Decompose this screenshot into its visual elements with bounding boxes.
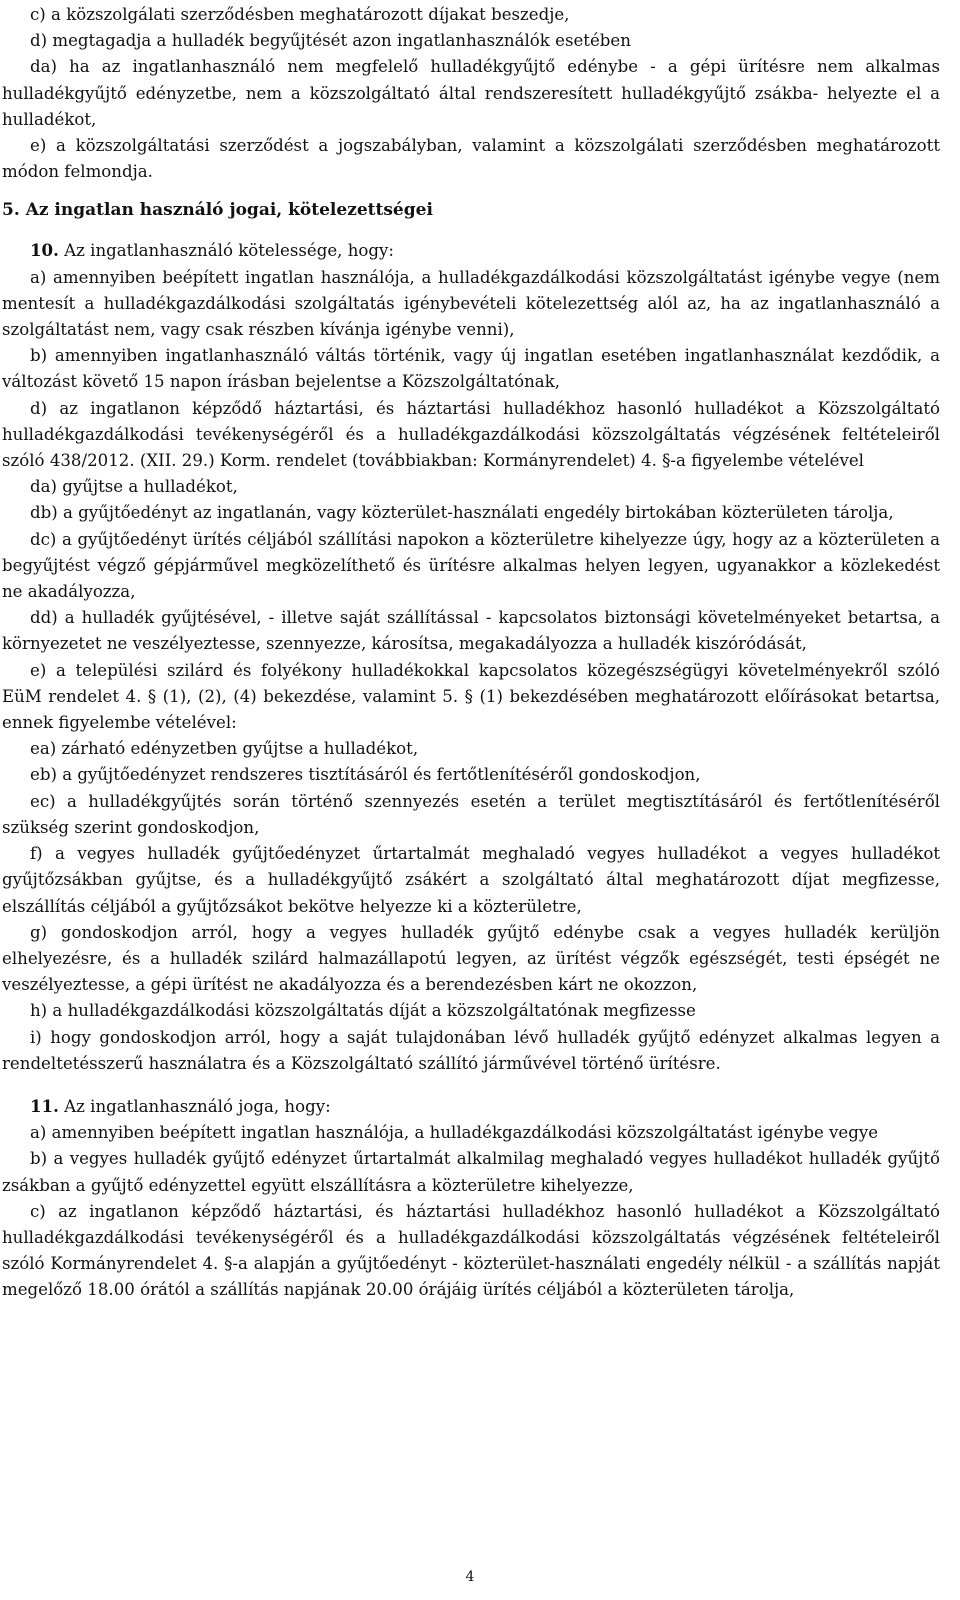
- paragraph-d: d) megtagadja a hulladék begyűjtését azon ingatlanhasználók esetében: [30, 31, 631, 51]
- item-10-point: h) a hulladékgazdálkodási közszolgáltatás díját a közszolgáltatónak megfizesse: [30, 1001, 696, 1021]
- item-11-point: b) a vegyes hulladék gyűjtő edényzet űrtartalmát alkalmilag meghaladó vegyes hulladékot hulladék gyűjtő zsákban a gyűjtő edényzettel együtt elszállításra a közterületre kihelyezze,: [2, 1149, 940, 1195]
- item-10-point: d) az ingatlanon képződő háztartási, és háztartási hulladékhoz hasonló hulladékot a Közszolgáltató hulladékgazdálkodási tevékenységéről és a hulladékgazdálkodási közszolgáltatás végzésének feltételeiről szóló 438/2012. (XII. 29.) Korm. rendelet (továbbiakban: Kormányrendelet) 4. §-a figyelembe vételével: [2, 398, 940, 471]
- item-10-point: b) amennyiben ingatlanhasználó váltás történik, vagy új ingatlan esetében ingatlanhasználat kezdődik, a változást követő 15 napon írásban bejelentse a Közszolgáltatónak,: [2, 346, 940, 392]
- item-intro-text: Az ingatlanhasználó kötelessége, hogy:: [58, 241, 394, 261]
- item-11-intro: [2, 1093, 940, 1120]
- item-10-point: a) amennyiben beépített ingatlan használója, a hulladékgazdálkodási közszolgáltatást igénybe vegye (nem mentesít a hulladékgazdálkodási szolgáltatás igénybevételi kötelezettség alól az, ha az ingatlanhasználó a szolgáltatást nem, vagy csak részben kívánja igénybe venni),: [2, 267, 940, 340]
- section-heading: 5. Az ingatlan használó jogai, kötelezettségei: [2, 200, 433, 221]
- item-10-point: ea) zárható edényzetben gyűjtse a hulladékot,: [30, 739, 419, 759]
- item-10-point: i) hogy gondoskodjon arról, hogy a saját tulajdonában lévő hulladék gyűjtő edényzet alkalmas legyen a rendeltetésszerű használatra és a Közszolgáltató szállító járművével történő ürítésre.: [2, 1027, 940, 1073]
- item-10-point: dc) a gyűjtőedényt ürítés céljából szállítási napokon a közterületre kihelyezze úgy, hogy az a közterületen a begyűjtést végző gépjárművel megközelíthető és ürítésre alkalmas helyen legyen, ugyanakkor a közlekedést ne akadályozza,: [2, 529, 940, 602]
- item-10-intro: [2, 237, 940, 264]
- item-10-point: eb) a gyűjtőedényzet rendszeres tisztításáról és fertőtlenítéséről gondoskodjon,: [30, 765, 701, 785]
- paragraph-e: e) a közszolgáltatási szerződést a jogszabályban, valamint a közszolgálati szerződésben meghatározott módon felmondja.: [2, 136, 940, 182]
- paragraph-c: c) a közszolgálati szerződésben meghatározott díjakat beszedje,: [30, 5, 570, 24]
- item-11-point: c) az ingatlanon képződő háztartási, és háztartási hulladékhoz hasonló hulladékot a Közszolgáltató hulladékgazdálkodási tevékenységéről és a hulladékgazdálkodási közszolgáltatás végzésének feltételeiről szóló Kormányrendelet 4. §-a alapján a gyűjtőedényt - közterület-használati engedély nélkül - a szállítás napját megelőző 18.00 órától a szállítás napjának 20.00 órájáig ürítés céljából a közterületen tárolja,: [2, 1201, 940, 1300]
- item-10-point: dd) a hulladék gyűjtésével, - illetve saját szállítással - kapcsolatos biztonsági követelményeket betartsa, a környezetet ne veszélyeztesse, szennyezze, károsítsa, megakadályozza a hulladék kiszóródását,: [2, 608, 940, 654]
- item-10-point: e) a települési szilárd és folyékony hulladékokkal kapcsolatos közegészségügyi követelményekről szóló EüM rendelet 4. § (1), (2), (4) bekezdése, valamint 5. § (1) bekezdésében meghatározott előírásokat betartsa, ennek figyelembe vételével:: [2, 660, 940, 733]
- item-10-point: db) a gyűjtőedényt az ingatlanán, vagy közterület-használati engedély birtokában közterületen tárolja,: [30, 503, 894, 523]
- item-number: 10.: [30, 240, 59, 261]
- item-10-point: da) gyűjtse a hulladékot,: [30, 477, 238, 497]
- item-11-point: a) amennyiben beépített ingatlan használója, a hulladékgazdálkodási közszolgáltatást igénybe vegye: [30, 1123, 879, 1143]
- item-10-point: g) gondoskodjon arról, hogy a vegyes hulladék gyűjtő edénybe csak a vegyes hulladék kerüljön elhelyezésre, és a hulladék szilárd halmazállapotú legyen, az ürítést végzők egészségét, testi épségét ne veszélyeztesse, a gépi ürítést ne akadályozza és a berendezésben kárt ne okozzon,: [2, 922, 940, 995]
- paragraph-da: da) ha az ingatlanhasználó nem megfelelő hulladékgyűjtő edénybe - a gépi ürítésre nem alkalmas hulladékgyűjtő edényzetbe, nem a közszolgáltató által rendszeresített hulladékgyűjtő zsákba- helyezte el a hulladékot,: [2, 57, 940, 129]
- item-10-point: ec) a hulladékgyűjtés során történő szennyezés esetén a terület megtisztításáról és fertőtlenítéséről szükség szerint gondoskodjon,: [2, 791, 940, 837]
- item-number: 11.: [30, 1095, 59, 1116]
- page-number: 4: [465, 1569, 475, 1585]
- item-10-point: f) a vegyes hulladék gyűjtőedényzet űrtartalmát meghaladó vegyes hulladékot a vegyes hulladékot gyűjtőzsákban gyűjtse, és a hulladékgyűjtő zsákért a szolgáltató által meghatározott díjat megfizesse, elszállítás céljából a gyűjtőzsákot bekötve helyezze ki a közterületre,: [2, 844, 940, 916]
- item-intro-text: Az ingatlanhasználó joga, hogy:: [58, 1096, 331, 1116]
